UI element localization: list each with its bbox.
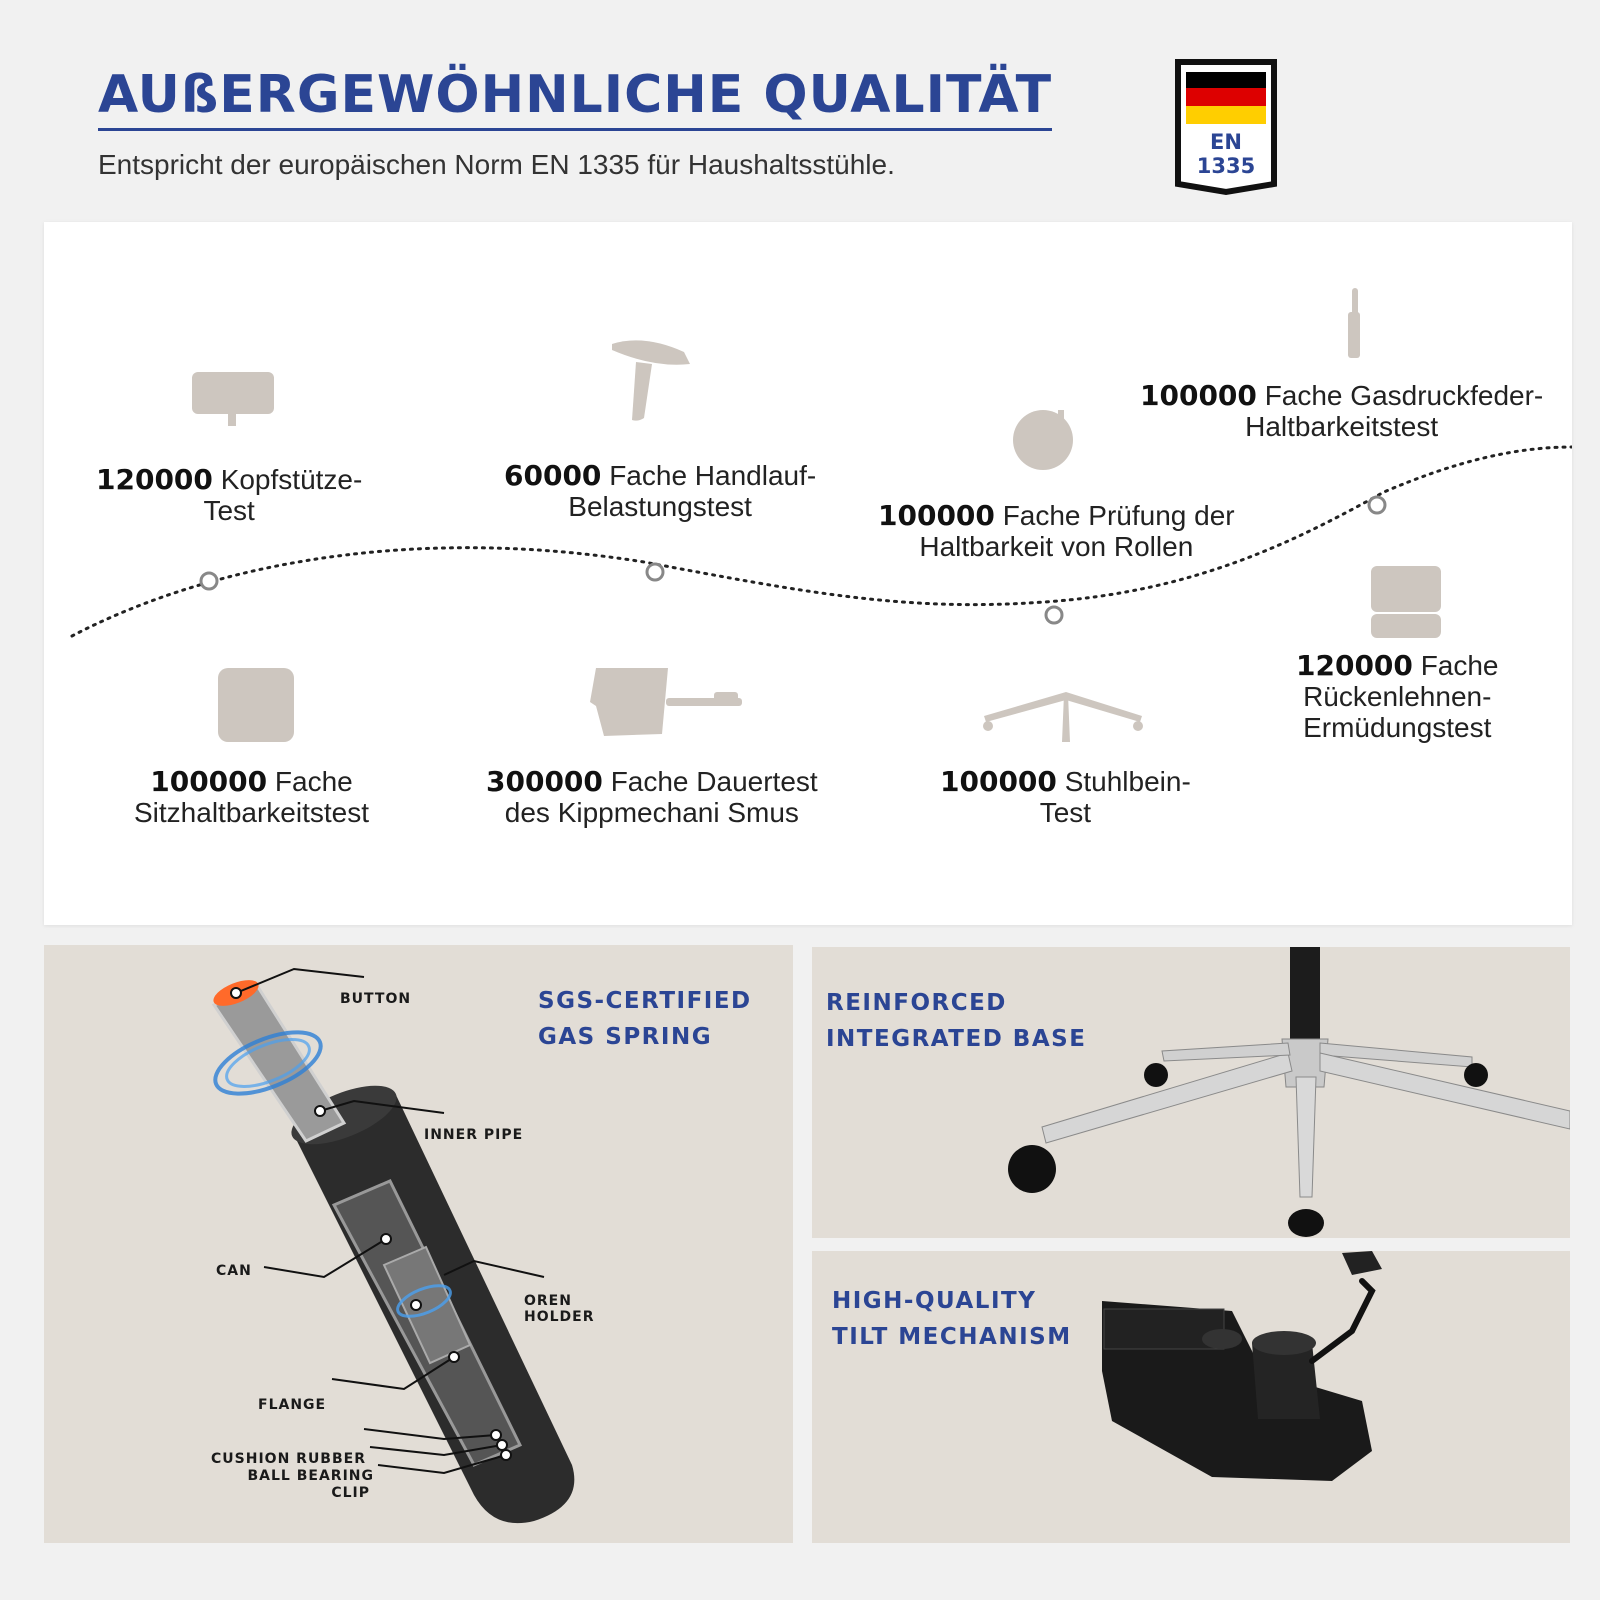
badge-text — [1174, 130, 1278, 178]
base-title: REINFORCED INTEGRATED BASE — [826, 990, 1087, 1052]
base-panel — [812, 947, 1570, 1238]
armrest-icon — [612, 340, 690, 420]
page-title: AUßERGEWÖHNLICHE QUALITÄT — [98, 64, 1052, 131]
test-label-armrest: 60000 Fache Handlauf- Belastungstest — [504, 459, 817, 522]
tilt-cylinder-socket — [1202, 1329, 1242, 1349]
chair-base-icon — [983, 692, 1143, 742]
gas-spring-cylinder — [207, 975, 574, 1523]
part-label-flange: FLANGE — [258, 1397, 327, 1413]
gas-spring-panel — [44, 945, 793, 1543]
caster-left-back — [1144, 1063, 1168, 1087]
timeline-node-1 — [201, 573, 217, 589]
base-leg-left-front — [1042, 1053, 1292, 1143]
badge-line-1: EN — [1210, 130, 1242, 154]
tilt-title: HIGH-QUALITY TILT MECHANISM — [832, 1288, 1072, 1350]
timeline-node-4 — [1369, 497, 1385, 513]
base-leg-front — [1296, 1077, 1316, 1197]
gas-spring-icon — [1348, 288, 1360, 358]
part-label-cushion-rubber: CUSHION RUBBER — [211, 1451, 366, 1467]
caster-left-front — [1008, 1145, 1056, 1193]
tilt-mechanism-icon — [590, 668, 742, 736]
tilt-lever — [1312, 1281, 1372, 1361]
tilt-panel — [812, 1251, 1570, 1543]
seat-icon — [218, 668, 294, 742]
tilt-lever-paddle — [1342, 1251, 1382, 1275]
test-label-headrest: 120000 Kopfstütze- Test — [96, 463, 363, 526]
headrest-icon — [192, 372, 274, 426]
part-label-button: BUTTON — [340, 991, 412, 1007]
gas-spring-title: SGS-CERTIFIED GAS SPRING — [538, 988, 752, 1050]
test-label-tilt: 300000 Fache Dauertest des Kippmechani Smus — [486, 765, 818, 828]
caster-right-back — [1464, 1063, 1488, 1087]
caster-front — [1288, 1209, 1324, 1237]
test-label-gas-spring: 100000 Fache Gasdruckfeder- Haltbarkeitstest — [1140, 379, 1544, 442]
badge-line-2: 1335 — [1196, 154, 1256, 178]
part-label-inner-pipe: INNER PIPE — [424, 1127, 524, 1143]
timeline-node-2 — [647, 564, 663, 580]
test-label-casters: 100000 Fache Prüfung der Haltbarkeit von Rollen — [878, 499, 1235, 562]
test-label-backrest: 120000 Fache Rückenlehnen- Ermüdungstest — [1296, 649, 1499, 743]
part-label-clip: CLIP — [331, 1485, 370, 1501]
test-label-chair-base: 100000 Stuhlbein- Test — [940, 765, 1191, 828]
part-label-ball-bearing: BALL BEARING — [247, 1468, 374, 1484]
part-label-can: CAN — [216, 1263, 252, 1279]
page-subtitle: Entspricht der europäischen Norm EN 1335 für Haushaltsstühle. — [98, 149, 895, 180]
part-label-oren-holder: OREN HOLDER — [524, 1293, 595, 1325]
test-label-seat: 100000 Fache Sitzhaltbarkeitstest — [134, 765, 369, 828]
timeline-node-3 — [1046, 607, 1062, 623]
backrest-icon — [1371, 566, 1441, 638]
caster-icon — [1013, 410, 1073, 470]
